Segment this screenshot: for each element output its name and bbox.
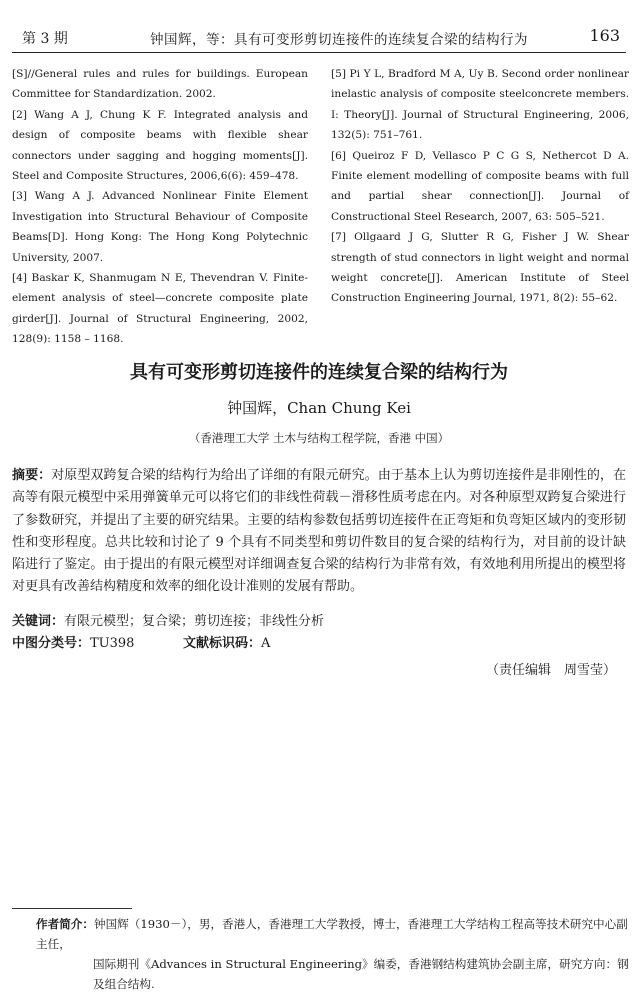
running-title: 钟国辉，等：具有可变形剪切连接件的连续复合梁的结构行为 [150, 32, 528, 48]
doc-code-value: A [261, 636, 271, 651]
clc-label: 中图分类号： [12, 636, 91, 651]
abstract [12, 465, 626, 599]
reference-item: [3] Wang A J. Advanced Nonlinear Finite Element Investigation into Structural Behaviour of Composite Beams[D]. Hong Kong: The Hong Kong Polytechnic University, 2007. [12, 190, 308, 264]
document-code [183, 634, 270, 654]
author-note-text-1: 钟国辉（1930－），男，香港人，香港理工大学教授，博士，香港理工大学结构工程高等技术研究中心副主任， [36, 917, 628, 951]
doc-code-label: 文献标识码： [183, 636, 262, 651]
article-title: 具有可变形剪切连接件的连续复合梁的结构行为 [130, 362, 508, 383]
keywords [12, 612, 324, 632]
page-number: 163 [589, 26, 620, 45]
references-right-column [331, 64, 629, 309]
classification-number [12, 634, 134, 654]
keywords-label: 关键词： [12, 614, 65, 629]
reference-item: [S]//General rules and rules for buildings. European Committee for Standardization. 2002. [12, 68, 308, 101]
page-header [12, 26, 626, 53]
reference-item: [7] Ollgaard J G, Slutter R G, Fisher J W. Shear strength of stud connectors in light weight and normal weight concrete[J]. American Institute of Steel Construction Engineering Journal, 1971, 8(2): 55–62. [331, 231, 629, 305]
reference-item: [4] Baskar K, Shanmugam N E, Thevendran V. Finite-element analysis of steel—concrete composite plate girder[J]. Journal of Structural Engineering, 2002, 128(9): 1158 – 1168. [12, 272, 308, 346]
reference-item: [2] Wang A J, Chung K F. Integrated analysis and design of composite beams with flexible shear connectors under sagging and hogging moments[J]. Steel and Composite Structures, 2006,6(6): 459–478. [12, 108, 308, 183]
abstract-label: 摘要： [12, 468, 52, 483]
article-authors: 钟国辉，Chan Chung Kei [227, 399, 411, 417]
author-note-line-2: 国际期刊《Advances in Structural Engineering》编委，香港钢结构建筑协会副主席，研究方向：钢及组合结构. [93, 957, 629, 991]
author-note [36, 914, 632, 994]
keywords-text: 有限元模型；复合梁；剪切连接；非线性分析 [64, 614, 325, 629]
clc-value: TU398 [90, 636, 135, 651]
footnote-divider [12, 908, 132, 909]
responsible-editor: （责任编辑 周雪莹） [485, 663, 616, 678]
reference-item: [5] Pi Y L, Bradford M A, Uy B. Second order nonlinear inelastic analysis of composite steelconcrete members. I: Theory[J]. Journal of Structural Engineering, 2006, 132(5): 751–761. [331, 68, 629, 142]
issue-number: 第 3 期 [22, 31, 68, 47]
abstract-text: 对原型双跨复合梁的结构行为给出了详细的有限元研究。由于基本上认为剪切连接件是非刚性的，在高等有限元模型中采用弹簧单元可以将它们的非线性荷载－滑移性质考虑在内。对各种原型双跨复合梁进行了参数研究，并提出了主要的研究结果。主要的结构参数包括剪切连接件在正弯矩和负弯矩区域内的变形韧性和变形程度。总共比较和讨论了 9 个具有不同类型和剪切件数目的复合梁的结构行为，对目前的设计缺陷进行了鉴定。由于提出的有限元模型对详细调查复合梁的结构行为非常有效，有效地利用所提出的模型将对更具有改善结构精度和效率的细化设计准则的发展有帮助。 [12, 468, 626, 595]
author-affiliation: （香港理工大学 土木与结构工程学院，香港 中国） [188, 431, 450, 445]
author-note-line-1 [36, 914, 632, 954]
author-note-label: 作者简介： [36, 917, 94, 931]
references-left-column [12, 64, 308, 350]
reference-item: [6] Queiroz F D, Vellasco P C G S, Nethercot D A. Finite element modelling of composite beams with full and partial shear connection[J]. Journal of Constructional Steel Research, 2007, 63: 505–521. [331, 149, 629, 223]
